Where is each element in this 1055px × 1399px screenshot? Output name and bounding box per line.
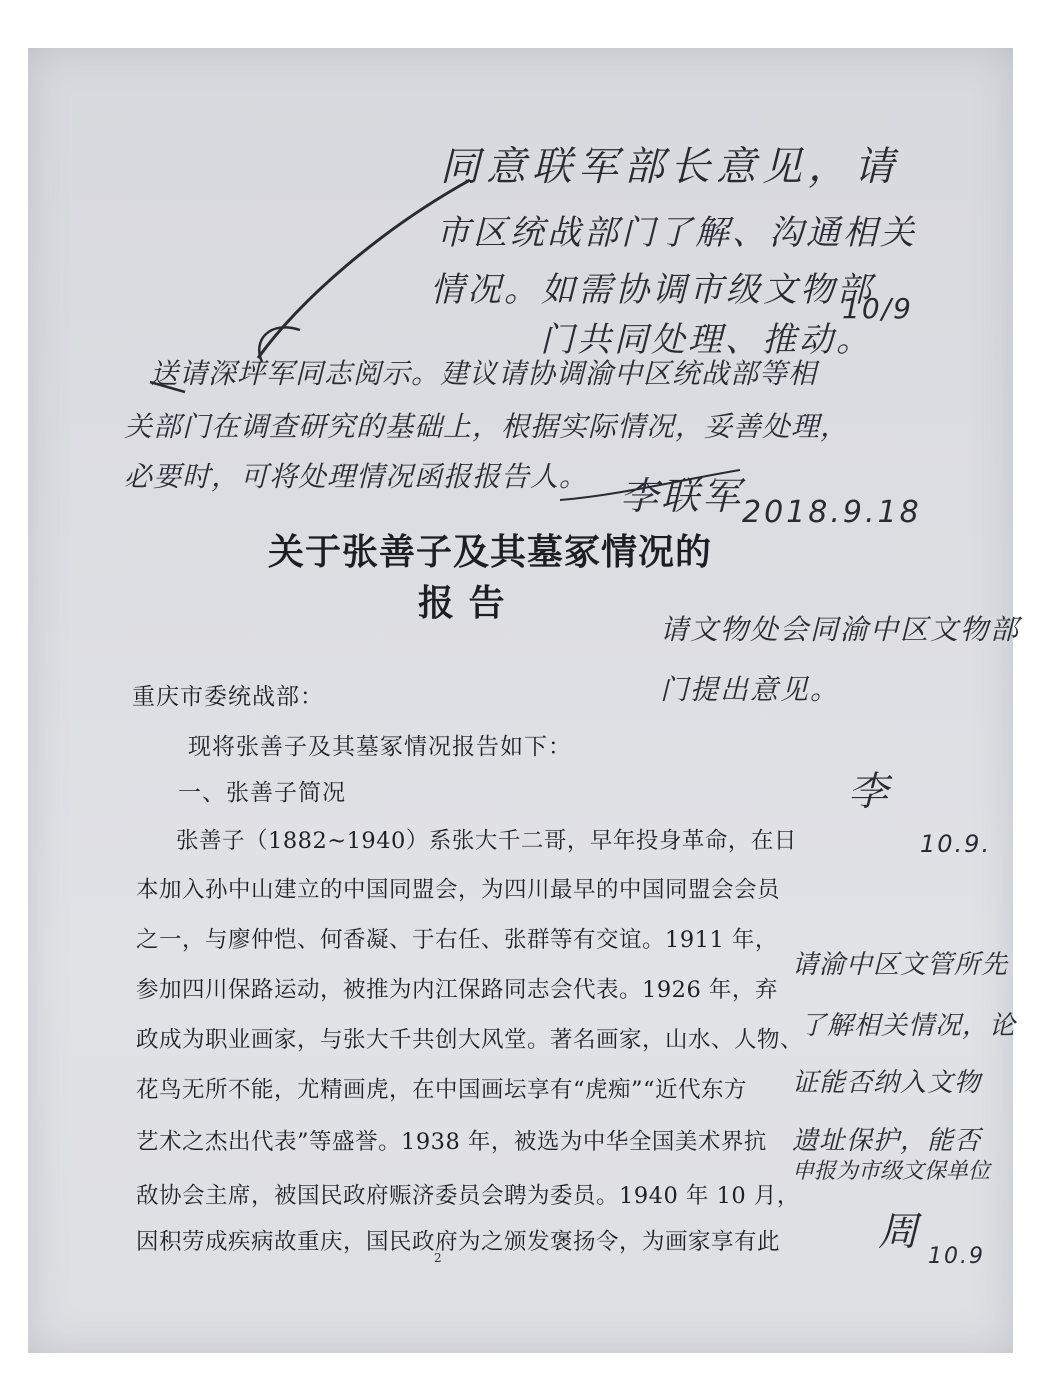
body-line: 因积劳成疾病故重庆，国民政府为之颁发褒扬令，为画家享有此 [136,1229,781,1255]
intro-paragraph: 现将张善子及其墓冢情况报告如下： [188,734,572,760]
body-line: 本加入孙中山建立的中国同盟会，为四川最早的中国同盟会会员 [136,877,781,903]
note3-signature: 李 [848,769,894,815]
note1-line4: 门共同处理、推动。 [540,320,873,360]
body-line: 之一，与廖仲恺、何香凝、于右任、张群等有交谊。1911 年， [136,927,778,953]
page-number: 2 [434,1251,442,1265]
note2-line1: 送请深坪军同志阅示。建议请协调渝中区统战部等相 [150,357,818,390]
note2-line3: 必要时，可将处理情况函报报告人。 [124,460,589,493]
note1-line2: 市区统战部门了解、沟通相关 [436,213,917,253]
note1-line1: 同意联军部长意见，请 [440,144,900,190]
body-line: 参加四川保路运动，被推为内江保路同志会代表。1926 年，弃 [136,977,778,1003]
body-line: 政成为职业画家，与张大千共创大风堂。著名画家，山水、人物、 [136,1027,804,1053]
section-heading: 一、张善子简况 [178,780,346,806]
note4-line5: 申报为市级文保单位 [792,1159,991,1184]
document-title-line1: 关于张善子及其墓冢情况的 [268,532,713,573]
note4-line3: 证能否纳入文物 [792,1068,982,1098]
body-line: 张善子（1882~1940）系张大千二哥，早年投身革命，在日 [176,828,797,854]
note2-signature: 李联军 [620,474,744,518]
body-line: 敌协会主席，被国民政府赈济委员会聘为委员。1940 年 10 月， [136,1183,800,1209]
note4-line1: 请渝中区文管所先 [792,950,1009,980]
recipient: 重庆市委统战部： [132,684,324,710]
body-line: 艺术之杰出代表”等盛誉。1938 年，被选为中华全国美术界抗 [136,1129,767,1155]
note4-line4: 遗址保护，能否 [792,1126,982,1156]
note4-date: 10.9 [928,1244,985,1269]
note4-signature: 周 [878,1209,924,1255]
note2-line2: 关部门在调查研究的基础上，根据实际情况，妥善处理， [124,410,850,443]
document-title-line2: 报 告 [418,583,506,624]
note1-line3: 情况。如需协调市级文物部 [430,270,874,310]
note2-date: 2018.9.18 [742,495,922,530]
note3-line2: 门提出意见。 [660,673,841,706]
note4-line2: 了解相关情况，论 [800,1011,1017,1041]
note1-date: 10/9 [842,292,913,325]
note3-date: 10.9. [920,830,992,858]
note3-line1: 请文物处会同渝中区文物部 [660,613,1021,646]
body-line: 花鸟无所不能，尤精画虎，在中国画坛享有“虎痴”“近代东方 [136,1077,748,1103]
